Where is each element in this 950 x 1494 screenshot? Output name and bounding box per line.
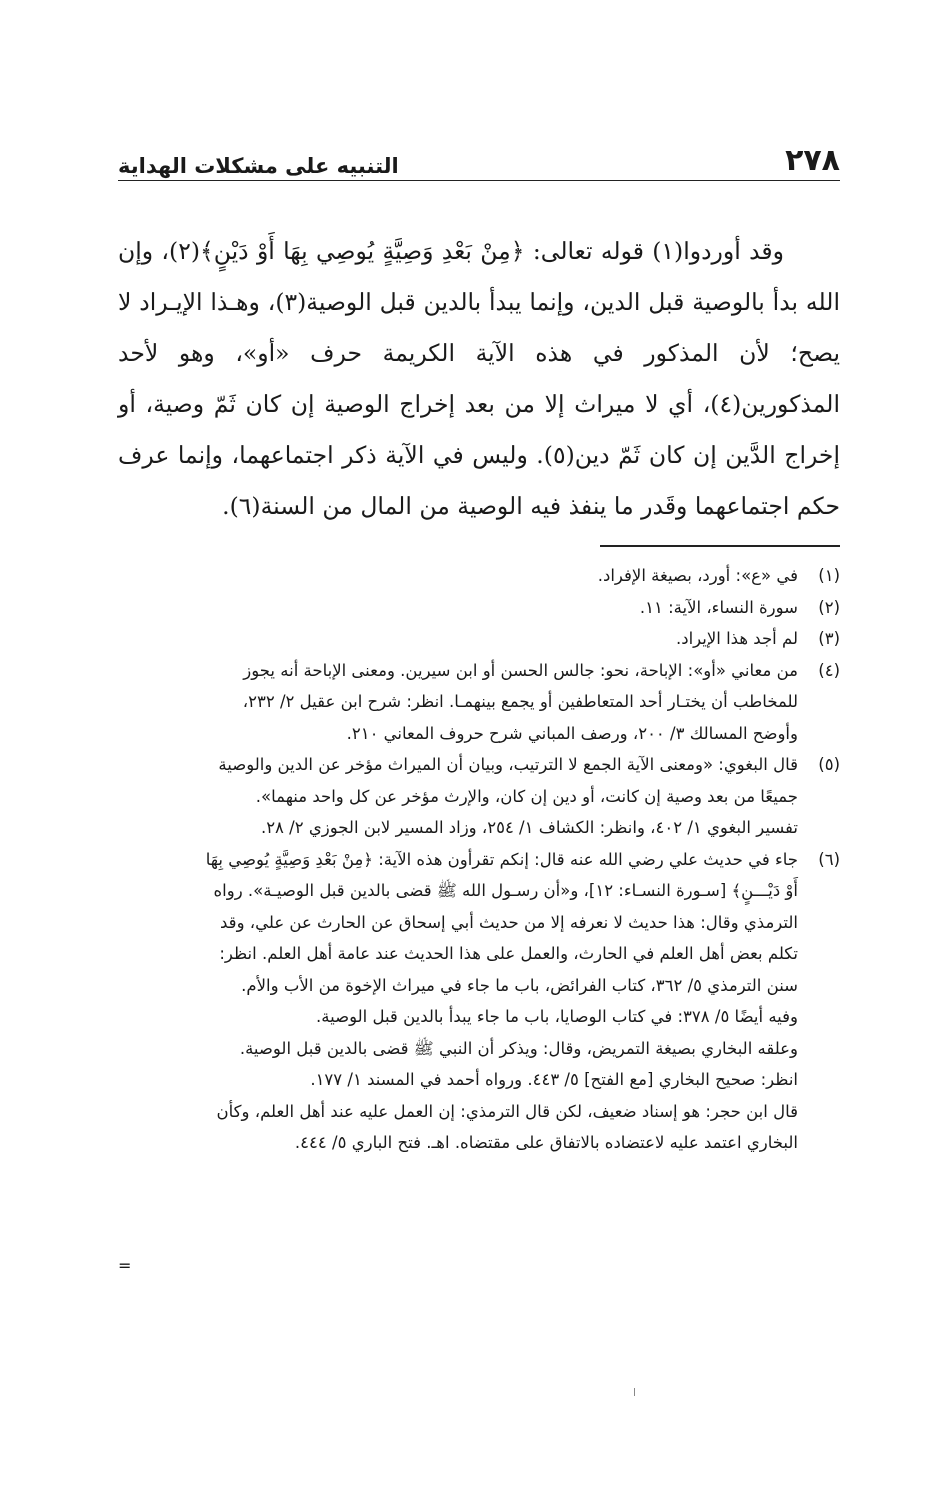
footnote-line: جميعًا من بعد وصية إن كانت، أو دين إن كان، والإرث مؤخر عن كل واحد منهما». (255, 786, 798, 806)
footnote-2 (118, 592, 840, 624)
page-header (118, 138, 840, 178)
footnote-3 (118, 623, 840, 655)
footnote-text (118, 749, 798, 844)
footnote-number: (٤) (818, 660, 840, 680)
footnote-line: وأوضح المسالك ٣/ ٢٠٠، ورصف المباني شرح حروف المعاني ٢١٠. (346, 723, 798, 743)
footnote-line: جاء في حديث علي رضي الله عنه قال: إنكم تقرأون هذه الآية: ﴿مِنْ بَعْدِ وَصِيَّةٍ يُوصِي بِهَا (205, 849, 798, 869)
page-number: ٢٧٨ (785, 143, 840, 178)
footnote-text (118, 560, 798, 592)
footnote-line: انظر: صحيح البخاري [مع الفتح] ٥/ ٤٤٣. ورواه أحمد في المسند ١/ ١٧٧. (310, 1070, 798, 1089)
footnotes (118, 560, 840, 1159)
footnote-line: تفسير البغوي ١/ ٤٠٢، وانظر: الكشاف ١/ ٢٥٤، وزاد المسير لابن الجوزي ٢/ ٢٨. (260, 818, 798, 837)
scan-speck (634, 1388, 635, 1396)
footnote-text (118, 592, 798, 624)
footnote-line: من معاني «أو»: الإباحة، نحو: جالس الحسن أو ابن سيرين. ومعنى الإباحة أنه يجوز (243, 660, 798, 680)
footnote-line: سنن الترمذي ٥/ ٣٦٢، كتاب الفرائض، باب ما جاء في ميراث الإخوة من الأب والأم. (241, 975, 798, 995)
footnote-number: (٣) (818, 629, 840, 648)
footnote-4 (118, 655, 840, 750)
footnote-divider (600, 545, 840, 547)
body-paragraph: وقد أوردوا(١) قوله تعالى: ﴿مِنْ بَعْدِ وَصِيَّةٍ يُوصِي بِهَا أَوْ دَيْنٍ﴾(٢)، وإن الله بدأ بالوصية قبل الدين، وإنما يبدأ بالدين قبل الوصية(٣)، وهـذا الإيـراد لا يصح؛ لأن المذكور في هذه الآية الكريمة حرف «أو»، وهو لأحد المذكورين(٤)، أي لا ميراث إلا من بعد إخراج الوصية إن كان ثَمّ وصية، أو إخراج الدَّين إن كان ثَمّ دين(٥). وليس في الآية ذكر اجتماعهما، وإنما عرف حكم اجتماعهما وقَدر ما ينفذ فيه الوصية من المال من السنة(٦). (118, 237, 840, 520)
header-divider (118, 180, 840, 181)
footnote-1 (118, 560, 840, 592)
footnote-line: تكلم بعض أهل العلم في الحارث، والعمل على هذا الحديث عند عامة أهل العلم. انظر: (219, 944, 798, 963)
footnote-5 (118, 749, 840, 844)
running-title: التنبيه على مشكلات الهداية (118, 154, 399, 178)
footnote-number: (١) (818, 566, 840, 585)
footnote-text (118, 655, 798, 750)
footnote-line: في «ع»: أورد، بصيغة الإفراد. (597, 566, 798, 585)
footnote-6 (118, 844, 840, 1159)
footnote-line: سورة النساء، الآية: ١١. (639, 597, 798, 617)
footnote-line: وفيه أيضًا ٥/ ٣٧٨: في كتاب الوصايا، باب ما جاء يبدأ بالدين قبل الوصية. (316, 1007, 798, 1026)
continuation-mark: = (118, 1256, 132, 1275)
footnote-text (118, 623, 798, 655)
footnote-line: قال ابن حجر: هو إسناد ضعيف، لكن قال الترمذي: إن العمل عليه عند أهل العلم، وكأن (216, 1101, 798, 1121)
footnote-line: أَوْ دَيْـــنٍ﴾ [سـورة النسـاء: ١٢]، و«أن رسـول الله ﷺ قضى بالدين قبل الوصيـة». رواه (213, 881, 798, 900)
main-text (118, 226, 840, 532)
footnote-line: الترمذي وقال: هذا حديث لا نعرفه إلا من حديث أبي إسحاق عن الحارث عن علي، وقد (220, 912, 798, 932)
footnote-number: (٢) (818, 597, 840, 617)
footnote-text (118, 844, 798, 1159)
footnote-line: لم أجد هذا الإيراد. (675, 629, 798, 648)
footnote-line: قال البغوي: «ومعنى الآية الجمع لا الترتيب، وبيان أن الميراث مؤخر عن الدين والوصية (218, 755, 798, 774)
footnote-number: (٦) (818, 849, 840, 869)
footnote-line: للمخاطب أن يختـار أحد المتعاطفين أو يجمع بينهمـا. انظر: شرح ابن عقيل ٢/ ٢٣٢، (242, 692, 798, 711)
footnote-line: البخاري اعتمد عليه لاعتضاده بالاتفاق على مقتضاه. اهـ. فتح الباري ٥/ ٤٤٤. (294, 1133, 798, 1152)
footnote-line: وعلقه البخاري بصيغة التمريض، وقال: ويذكر أن النبي ﷺ قضى بالدين قبل الوصية. (239, 1038, 798, 1058)
footnote-number: (٥) (818, 755, 840, 774)
